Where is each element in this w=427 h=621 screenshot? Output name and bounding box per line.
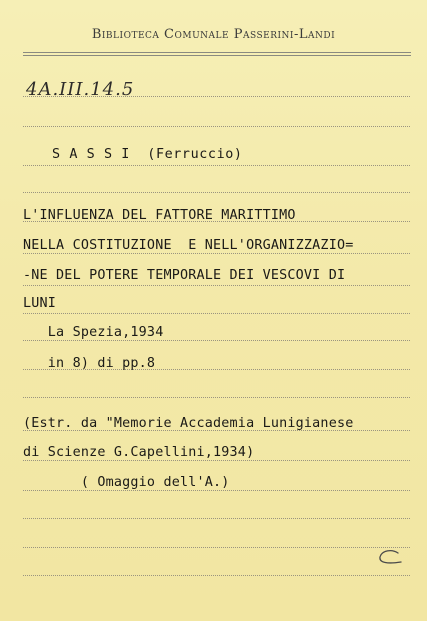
ruled-line [23,518,410,519]
pencil-mark-icon [376,548,404,568]
ruled-line [23,547,410,548]
ruled-line [23,285,410,286]
author-name: S A S S I (Ferruccio) [52,147,243,162]
title-line-3: -NE DEL POTERE TEMPORALE DEI VESCOVI DI [23,268,346,283]
imprint: La Spezia,1934 [23,325,164,340]
physical-description: in 8) di pp.8 [23,356,156,371]
ruled-line [23,165,410,166]
ruled-line [23,397,410,398]
shelfmark: 4A.III.14.5 [26,79,135,100]
ruled-line [23,126,410,127]
title-line-1: L'INFLUENZA DEL FATTORE MARITTIMO [23,208,296,223]
ruled-line [23,192,410,193]
note-line-2: di Scienze G.Capellini,1934) [23,445,255,460]
note-line-3: ( Omaggio dell'A.) [23,475,230,490]
ruled-line [23,96,410,97]
note-line-1: (Estr. da "Memorie Accademia Lunigianese [23,416,354,431]
title-line-2: NELLA COSTITUZIONE E NELL'ORGANIZZAZIO= [23,238,354,253]
ruled-line [23,313,410,314]
header-rule-top [23,52,411,53]
header-rule-bottom [23,55,411,56]
library-name: Biblioteca Comunale Passerini-Landi [91,27,336,42]
ruled-line [23,575,410,576]
title-line-4: LUNI [23,296,57,311]
